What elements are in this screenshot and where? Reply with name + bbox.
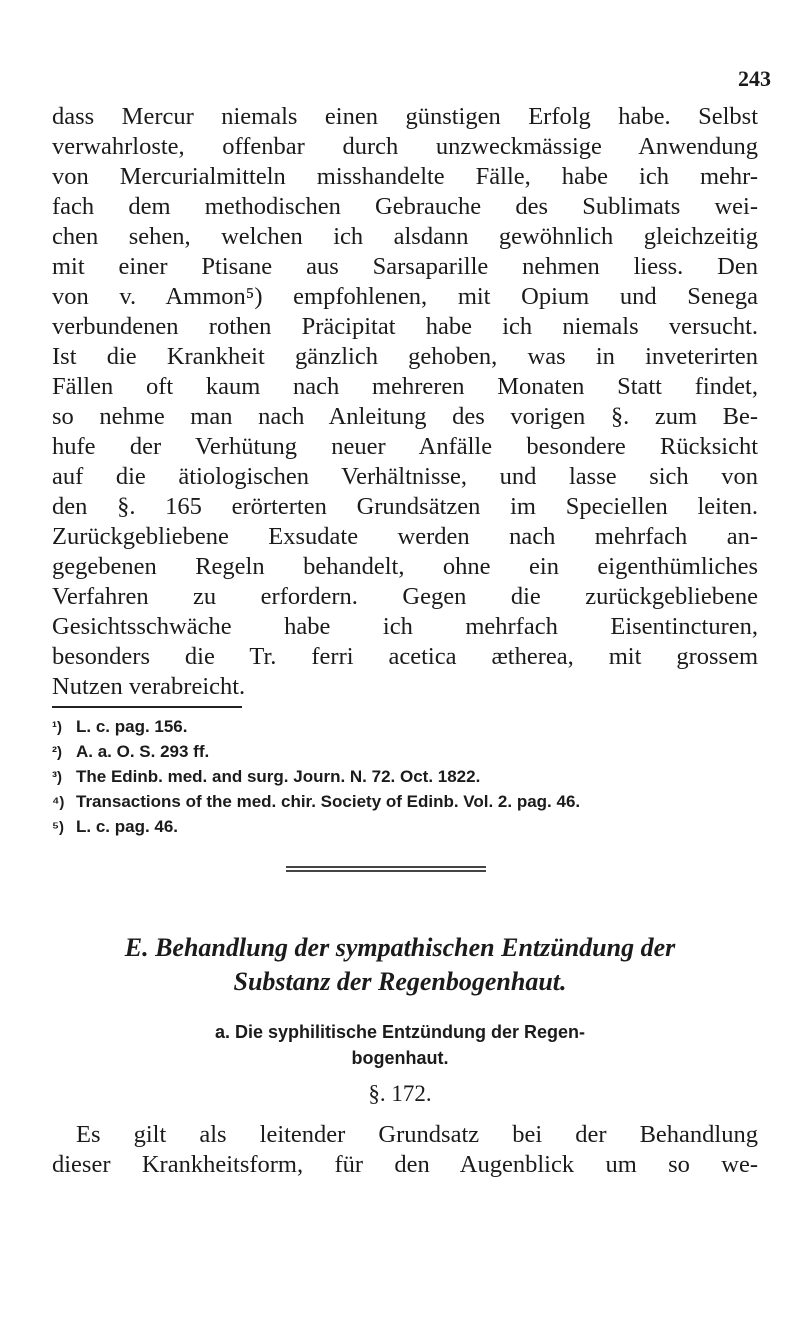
body-line: Nutzen verabreicht. [52, 673, 246, 700]
body-line: dass Mercur niemals einen günstigen Erfolg habe. Selbst [52, 103, 758, 130]
sub-heading: a. Die syphilitische Entzündung der Regen- [214, 1022, 586, 1042]
footnote-text: L. c. pag. 156. [76, 717, 188, 736]
body-line: Es gilt als leitender Grundsatz bei der Behandlung [76, 1121, 758, 1148]
footnote [52, 766, 480, 789]
section-heading: E. Behandlung der sympathischen Entzündung der [124, 933, 676, 962]
body-line: verwahrloste, offenbar durch unzweckmässige Anwendung [52, 133, 758, 160]
footnote-mark: ⁴) [52, 794, 65, 811]
footnote [52, 791, 580, 814]
body-line: von Mercurialmitteln misshandelte Fälle, habe ich mehr- [52, 163, 758, 190]
footnote-text: The Edinb. med. and surg. Journ. N. 72. Oct. 1822. [76, 767, 481, 786]
body-line: Fällen oft kaum nach mehreren Monaten Statt findet, [52, 373, 758, 400]
body-line: den §. 165 erörterten Grundsätzen im Speciellen leiten. [52, 493, 758, 520]
body-line: gegebenen Regeln behandelt, ohne ein eigenthümliches [52, 553, 758, 580]
body-line: von v. Ammon⁵) empfohlenen, mit Opium und Senega [52, 283, 758, 310]
footnote-text: Transactions of the med. chir. Society of Edinb. Vol. 2. pag. 46. [76, 792, 581, 811]
footnote-text: A. a. O. S. 293 ff. [76, 742, 210, 761]
body-line: Ist die Krankheit gänzlich gehoben, was in inveterirten [52, 343, 758, 370]
footnote-mark: ¹) [52, 719, 62, 736]
paragraph-number: §. 172. [368, 1081, 432, 1106]
section-heading: Substanz der Regenbogenhaut. [233, 967, 567, 996]
footnote [52, 716, 188, 739]
body-line: Verfahren zu erfordern. Gegen die zurückgebliebene [52, 583, 758, 610]
body-line: mit einer Ptisane aus Sarsaparille nehmen liess. Den [52, 253, 758, 280]
footnote-text: L. c. pag. 46. [76, 817, 179, 836]
section-separator [286, 866, 486, 868]
body-line: Zurückgebliebene Exsudate werden nach mehrfach an- [52, 523, 758, 550]
body-line: hufe der Verhütung neuer Anfälle besondere Rücksicht [52, 433, 758, 460]
section-separator [286, 870, 486, 872]
body-line: verbundenen rothen Präcipitat habe ich niemals versucht. [52, 313, 758, 340]
page-number: 243 [738, 66, 771, 91]
footnote-rule [52, 706, 242, 708]
body-line: so nehme man nach Anleitung des vorigen §. zum Be- [52, 403, 758, 430]
footnote-mark: ³) [52, 769, 62, 786]
body-line: Gesichtsschwäche habe ich mehrfach Eisentincturen, [52, 613, 758, 640]
body-line: fach dem methodischen Gebrauche des Sublimats wei- [52, 193, 758, 220]
footnote [52, 741, 209, 764]
body-line: dieser Krankheitsform, für den Augenblick um so we- [52, 1151, 758, 1178]
body-line: besonders die Tr. ferri acetica ætherea, mit grossem [52, 643, 758, 670]
footnote-mark: ⁵) [52, 819, 65, 836]
footnote-mark: ²) [52, 744, 62, 761]
sub-heading: bogenhaut. [351, 1048, 449, 1068]
body-line: chen sehen, welchen ich alsdann gewöhnlich gleichzeitig [52, 223, 758, 250]
footnote [52, 816, 178, 839]
body-line: auf die ätiologischen Verhältnisse, und lasse sich von [52, 463, 758, 490]
